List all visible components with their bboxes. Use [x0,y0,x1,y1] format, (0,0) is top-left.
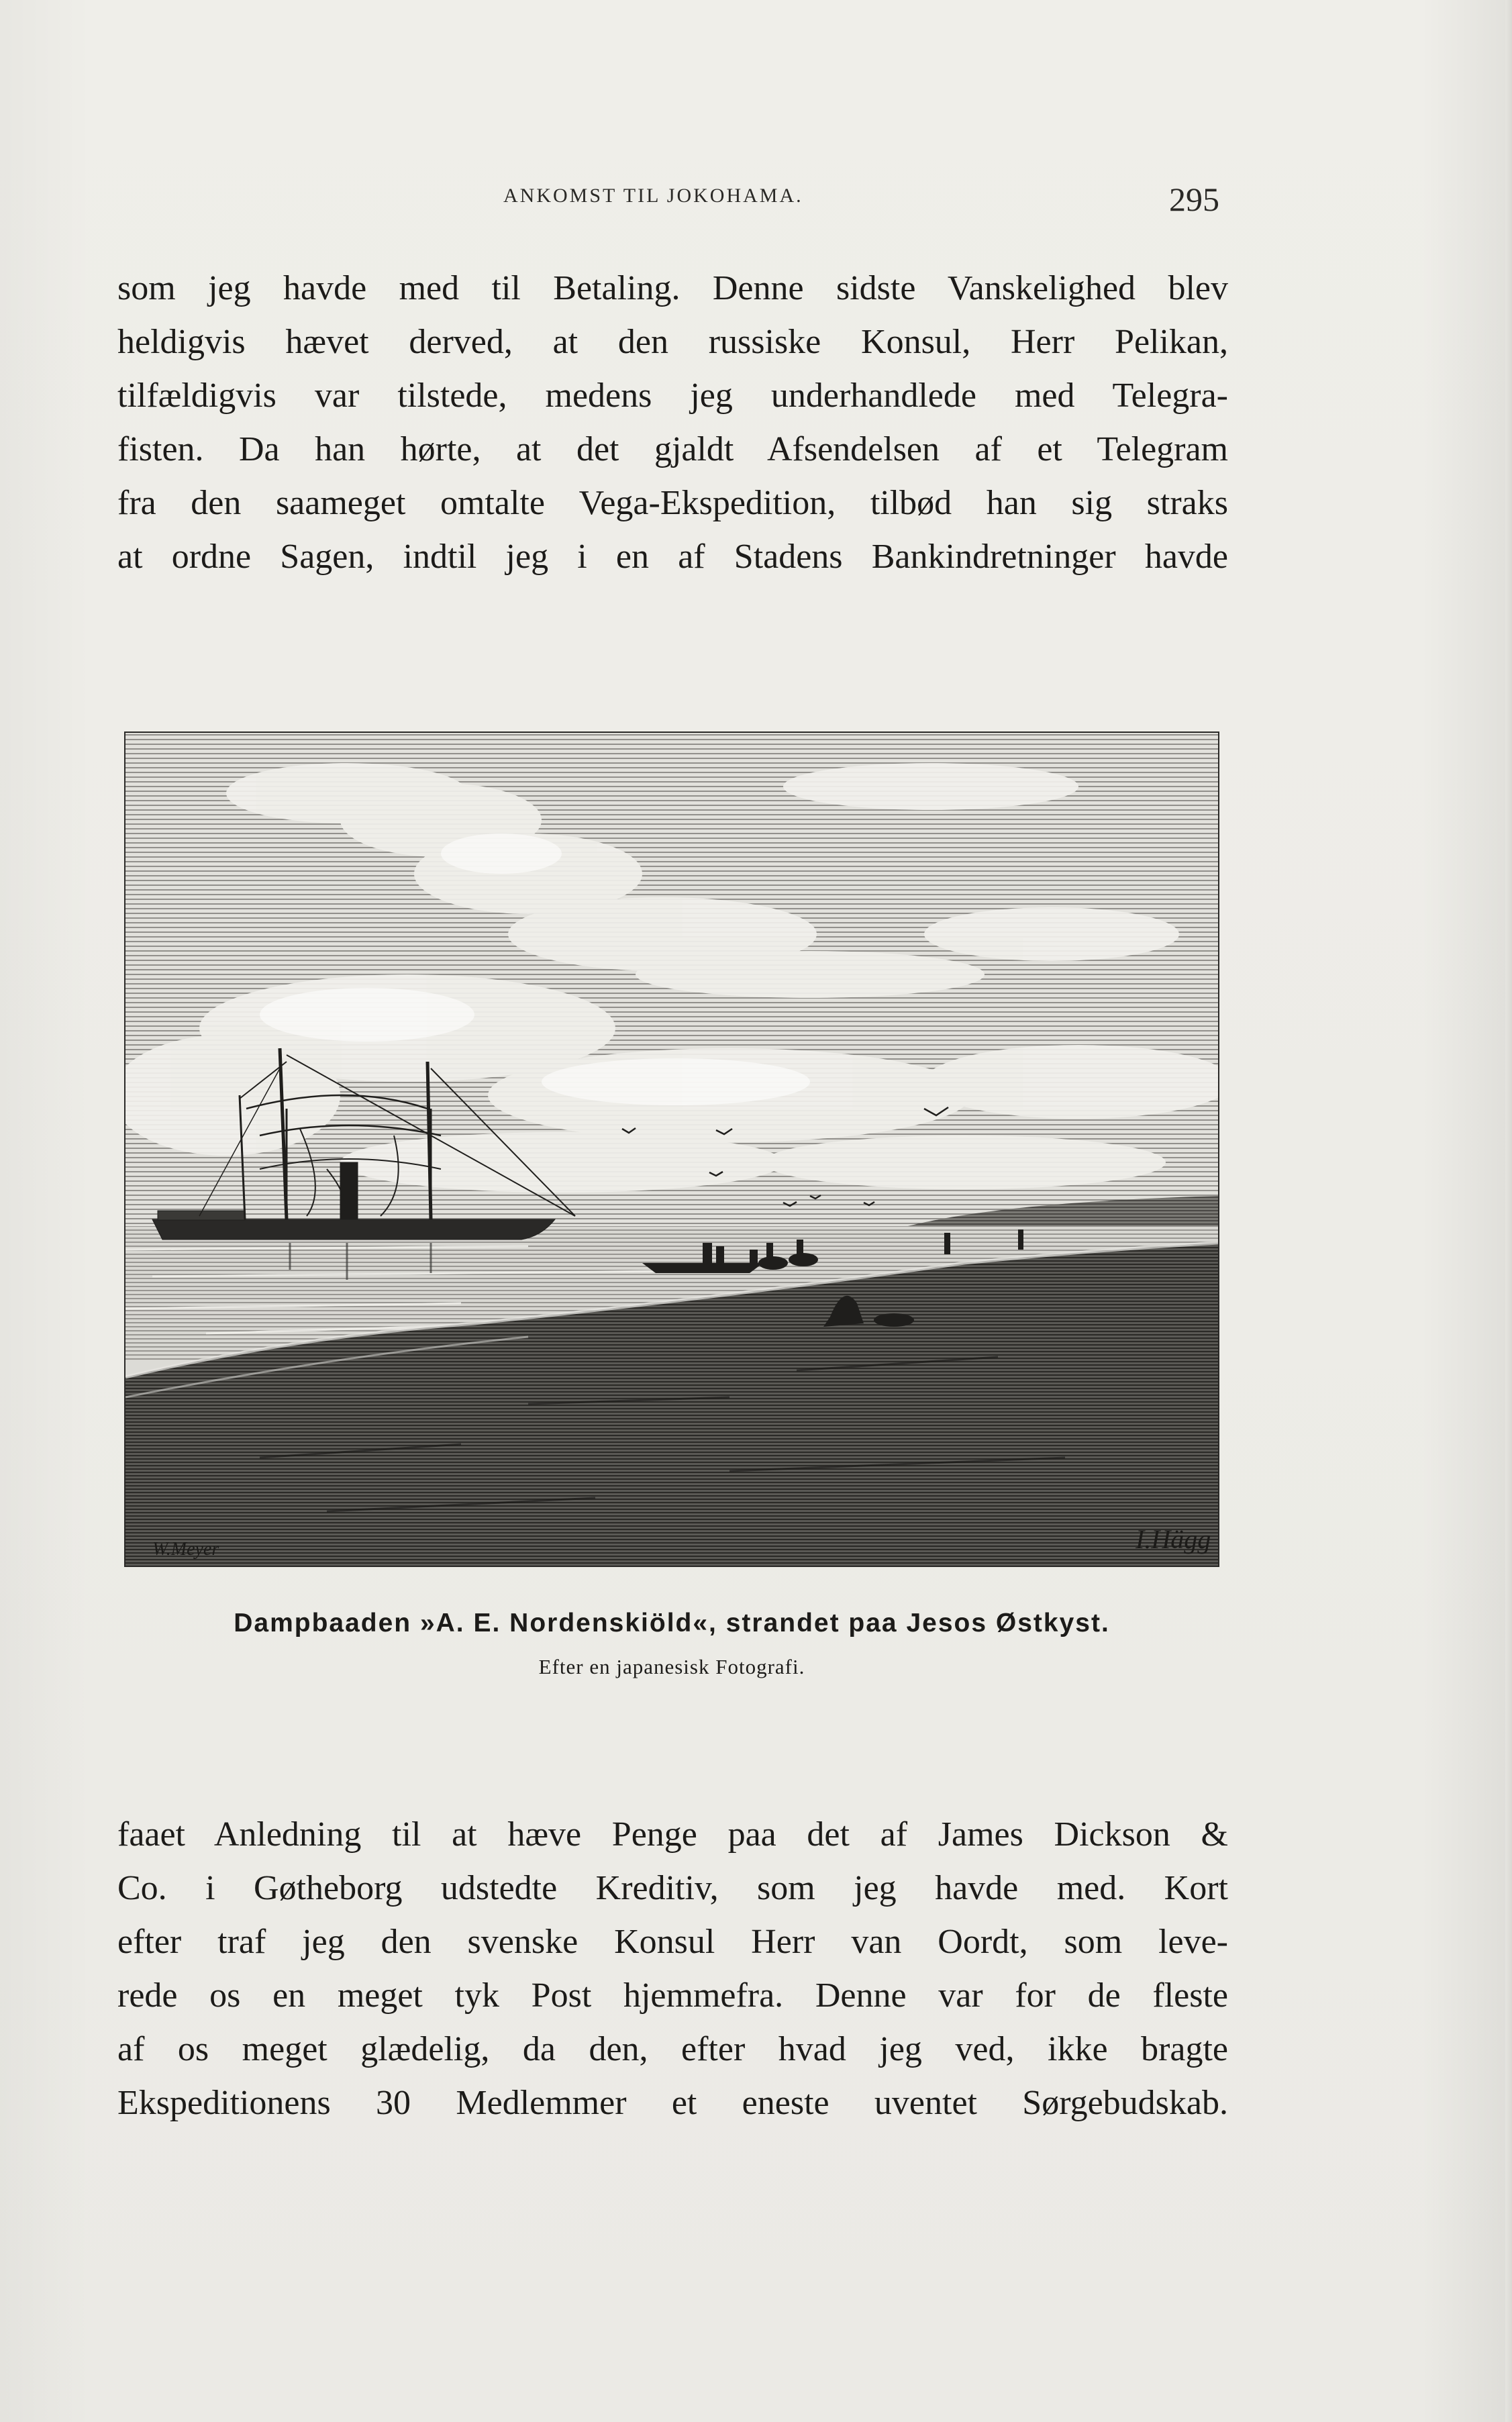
text-line: at ordne Sagen, indtil jeg i en af Stadens Bankindretninger havde [117,538,1228,576]
text-line: faaet Anledning til at hæve Penge paa det af James Dickson & [117,1815,1228,1854]
engraver-signature-left: W.Meyer [152,1539,219,1560]
text-line: Co. i Gøtheborg udstedte Kreditiv, som jeg havde med. Kort [117,1869,1228,1907]
engraving-illustration [124,731,1219,1567]
page-edge [1505,0,1512,2422]
paragraph-bottom [117,1808,1228,2130]
text-line: heldigvis hævet derved, at den russiske Konsul, Herr Pelikan, [117,323,1228,361]
engraving-svg [125,733,1218,1566]
text-line: tilfældigvis var tilstede, medens jeg underhandlede med Telegra- [117,376,1228,415]
page-number: 295 [1169,181,1219,218]
text-line: som jeg havde med til Betaling. Denne sidste Vanskelighed blev [117,269,1228,307]
figure-caption: Dampbaaden »A. E. Nordenskiöld«, strandet paa Jesos Østkyst. [234,1609,1110,1637]
text-line: af os meget glædelig, da den, efter hvad jeg ved, ikke bragte [117,2030,1228,2068]
text-line: Ekspeditionens 30 Medlemmer et eneste uventet Sørgebudskab. [117,2084,1228,2122]
figure-subcaption: Efter en japanesisk Fotografi. [538,1655,805,1678]
text-line: efter traf jeg den svenske Konsul Herr van Oordt, som leve- [117,1923,1228,1961]
paragraph-top [117,262,1228,584]
text-line: fra den saameget omtalte Vega-Ekspedition, tilbød han sig straks [117,484,1228,522]
text-line: rede os en meget tyk Post hjemmefra. Denne var for de fleste [117,1976,1228,2015]
running-title: ANKOMST TIL JOKOHAMA. [503,185,803,207]
engraver-signature-right: I.Hägg [1136,1524,1211,1554]
text-line: fisten. Da han hørte, at det gjaldt Afsendelsen af et Telegram [117,430,1228,468]
